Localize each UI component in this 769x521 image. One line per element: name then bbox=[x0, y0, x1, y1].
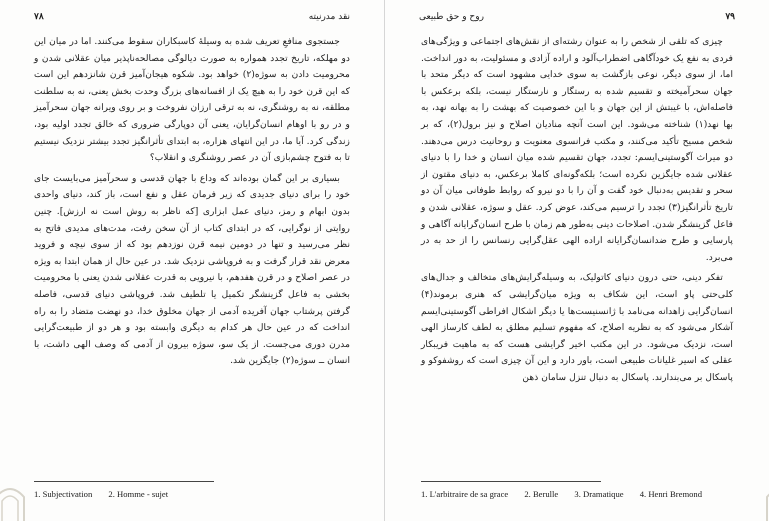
right-footnote-3: 3. Dramatique bbox=[574, 489, 624, 499]
left-page-header bbox=[34, 10, 350, 24]
library-stamp-icon bbox=[0, 479, 28, 521]
library-stamp-icon bbox=[763, 479, 769, 521]
left-footnote-1: 1. Subjectivation bbox=[34, 489, 93, 499]
left-footnote-rule bbox=[34, 481, 214, 482]
right-footnote-rule bbox=[421, 481, 601, 482]
left-page-body bbox=[34, 34, 350, 374]
right-paragraph-1: چیزی که تلقی از شخص را به عنوان رشته‌ای از نقش‌های اجتماعی و ویژگی‌های فردی به نفع یک خودآگاهی اضطراب‌آلود و اراده آزادی و مسئولیت، به دور انداخت. اما، از سوی دیگر، نوعی بازگشت به سوی خدایی مشهود است که دیگر متحد با جهان سحرآمیخته و تقسیم شده به رستگار و نارستگار نیست، بلکه برعکس با فاصله‌اش، با غیبتش از این جهان و با این خصوصیت که بهشت را به بهانه نهد، به بها نهد(۱) شناخته می‌شود. این است آنچه منادیان اصلاح و نیز برول(۲)، که بر شخص مسیح تأکید می‌کنند، و مکتب فرانسوی معنویت و روحانیت درس می‌دهند. دو میراث آگوستینی‌ایسم: تجدد، جهان تقسیم شده میان انسان و خدا را با دنیای عقلانی شده جایگزین نکرده است؛ بلکه‌گونه‌ای کاملا برعکس، به دنیای مقتون از سحر و تقدیس به‌دنبال خود گفت و آن را با دو نیرو که روابط طوفانی میان آن دو تاریخ تأثرانگیز(۳) تجدد را ترسیم می‌کند، عوض کرد. عقل و سوژه، عقلانی شدن و فاعل گزینشگر شدن. اصلاحات دینی به‌طور هم زمان با طرح انسان‌گرایانه آگاهی و پارسایی و طرح ضدانسان‌گرایانه اراده الهی عقل‌گرایی رنسانس را از حد به در می‌برد. bbox=[421, 36, 733, 263]
left-footnote-2: 2. Homme - sujet bbox=[108, 489, 169, 499]
left-footnotes bbox=[34, 488, 284, 501]
right-running-title: روح و حق طبیعی bbox=[419, 12, 484, 22]
left-page-number: ۷۸ bbox=[34, 12, 44, 22]
left-paragraph-1: جستجوی منافعِ تعریف شده به وسیلهٔ کاسبکاران سقوط می‌کنند. اما در میان این دو مهلکه، تاریخ تجدد همواره به صورت دیالوگی مصالحه‌ناپذیر میان عقلانی شدن و محرومیت دادن به سوژه(۲) خواهد بود. شکوه هیجان‌آمیز قرن شانزدهم این است که این قرن خود را به هیچ یک از افسانه‌های بزرگ وحدت بخش یعنی، نه به سلطنت مطلقه، نه به روشنگری، نه به ترقی ارزان نفروخت و بر روی ویرانه جهان سحرآمیز و در رو با اوهام انسان‌گرایان، یعنی آن دوپارگی ضروری که خالق تجدد اولیه بود، زندگی کرد. آیا ما، در این انتهای هزاره، به ابتدای تأثرانگیز تجدد بیشتر نزدیک نیستیم تا به فتوح چشم‌بازی آن در عصر روشنگری و انقلاب؟ bbox=[34, 36, 350, 164]
right-paragraph-2: تفکر دینی، حتی درون دنیای کاتولیک، به وسیله‌گرایش‌های متخالف و جدال‌های کلی‌حتی پاو است، این شکاف به ویژه میان‌گرایشی که هنری برموند(۴) انسان‌گرایی زاهدانه می‌نامد با ژانسنیست‌ها یا دیگر اشکال افراطی آگوستینی‌ایسم آشکار می‌شود که به نظریه اصلاح، که مفهوم تسلیم مطلق به لطف کارساز الهی است، نزدیک می‌شود. در این مکتب اخیر گرایشی هست که به ماهیت فریبکار عقلی که اسیر غلیانات طبیعی است، باور دارد و این آن چیزی است که روشفوکو و پاسکال بر می‌بندارند. پاسکال به دنبال تنزل سامان ذهن bbox=[421, 272, 733, 383]
right-footnote-4: 4. Henri Bremond bbox=[639, 489, 703, 499]
right-page-number: ۷۹ bbox=[725, 12, 735, 22]
left-running-title: نقد مدرنیته bbox=[308, 12, 350, 22]
right-footnotes bbox=[421, 488, 751, 501]
right-footnote-1: 1. L'arbitraire de sa grace bbox=[421, 489, 509, 499]
right-page-body bbox=[421, 34, 733, 390]
right-footnote-2: 2. Berulle bbox=[524, 489, 559, 499]
left-page bbox=[0, 0, 384, 521]
right-page-header bbox=[419, 10, 735, 24]
left-paragraph-2: بسیاری بر این گمان بوده‌اند که وداع با جهان قدسی و سحرآمیز می‌بایست جای خود را برای دنیای جدیدی که زیر فرمان عقل و نفع است، باز کند، دنیای واحدی بدون ابهام و رمز، دنیای عمل ابزاری [که ناظر به روش است نه ارزش]. چنین روایتی از نوگرایی، که در ابتدای کتاب از آن سخن رفت، مدت‌های مدیدی فاتح به نظر می‌رسید و تنها در دومین نیمه قرن نوزدهم بود که از سوی نیچه و فروید معرض نقد قرار گرفت و به فروپاشی نزدیک شد. در عین حال از همان ابتدا به ویژه در عصر اصلاح و در قرن هفدهم، با نیرویی به قدرت عقلانی شدن یعنی با محرومیت بخشی به فاعل گزینشگر تکمیل یا تلطیف شد. فروپاشی دنیای قدسی، فاصله گرفتن پرشتاب جهان آفریده آدمی از جهان مخلوق خدا، دو نهضت متضاد را به راه انداخت که در عین حال هر کدام به دیگری وابسته بود و هر دو از طبیعت‌گرایی مدرن دوری می‌جست. از یک سو، سوژه بیرون از آدمی که وصف الهی داشت، با انسان ــ سوژه(۲) جایگزین شد. bbox=[34, 172, 350, 367]
right-page bbox=[385, 0, 769, 521]
